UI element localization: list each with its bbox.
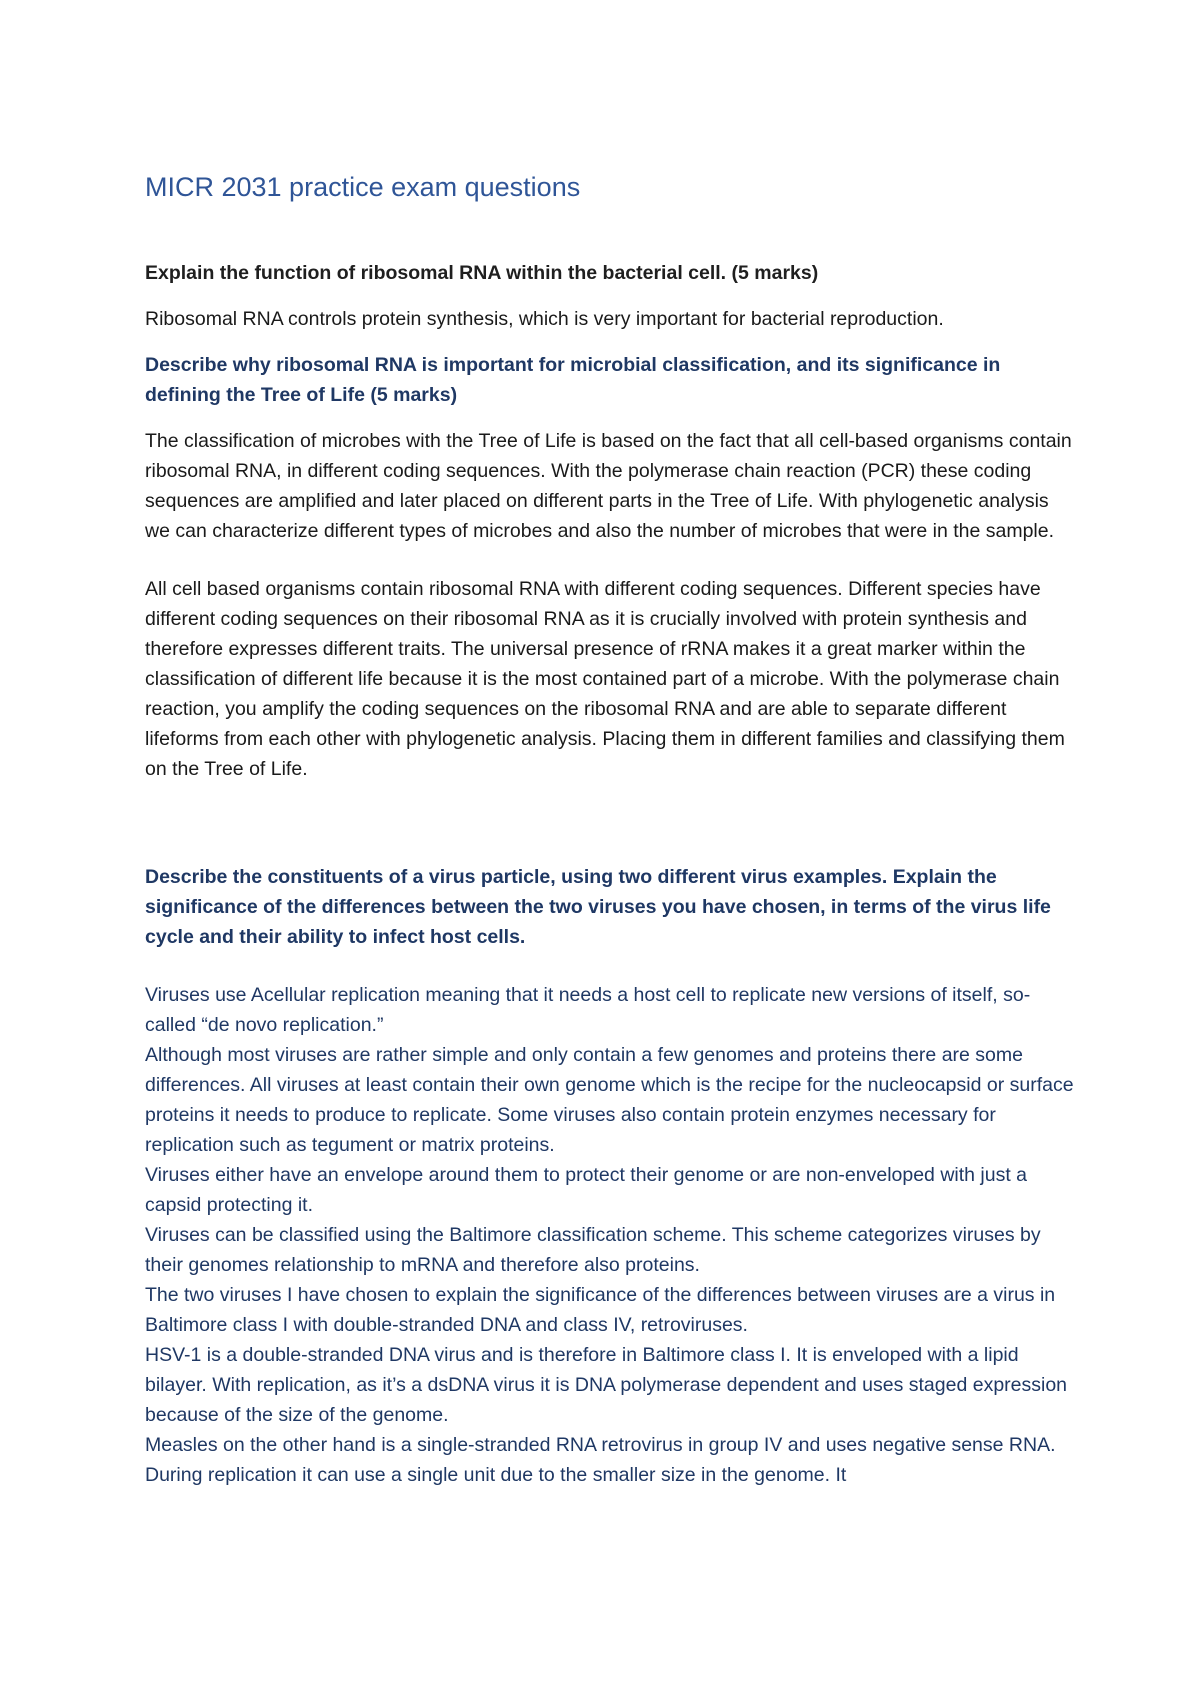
answer-2-paragraph-1: The classification of microbes with the Tree of Life is based on the fact that all cell-based organisms contain ribosomal RNA, in different coding sequences. With the polymerase chain reaction (PCR) these coding sequences are amplified and later placed on different parts in the Tree of Life. With phylogenetic analysis we can characterize different types of microbes and also the number of microbes that were in the sample.	[145, 430, 1072, 542]
question-2: Describe why ribosomal RNA is important for microbial classification, and its significance in defining the Tree of Life (5 marks)	[145, 354, 1001, 406]
answer-3-line-2: Although most viruses are rather simple and only contain a few genomes and proteins there are some differences. All viruses at least contain their own genome which is the recipe for the nucleocapsid or surface proteins it needs to produce to replicate. Some viruses also contain protein enzymes necessary for replication such as tegument or matrix proteins.	[145, 1044, 1074, 1156]
answer-1: Ribosomal RNA controls protein synthesis, which is very important for bacterial reproduction.	[145, 308, 944, 330]
answer-3-line-3: Viruses either have an envelope around them to protect their genome or are non-enveloped with just a capsid protecting it.	[145, 1164, 1028, 1216]
answer-3-line-6: HSV-1 is a double-stranded DNA virus and is therefore in Baltimore class I. It is enveloped with a lipid bilayer. With replication, as it’s a dsDNA virus it is DNA polymerase dependent and uses staged expression because of the size of the genome.	[145, 1344, 1068, 1426]
answer-3-line-1: Viruses use Acellular replication meaning that it needs a host cell to replicate new versions of itself, so-called “de novo replication.”	[145, 984, 1031, 1036]
page-title: MICR 2031 practice exam questions	[145, 172, 581, 202]
answer-3-line-4: Viruses can be classified using the Baltimore classification scheme. This scheme categorizes viruses by their genomes relationship to mRNA and therefore also proteins.	[145, 1224, 1041, 1276]
answer-3-line-7: Measles on the other hand is a single-stranded RNA retrovirus in group IV and uses negative sense RNA. During replication it can use a single unit due to the smaller size in the genome. It	[145, 1434, 1056, 1486]
question-1: Explain the function of ribosomal RNA within the bacterial cell. (5 marks)	[145, 262, 819, 284]
answer-3-line-5: The two viruses I have chosen to explain the significance of the differences between viruses are a virus in Baltimore class I with double-stranded DNA and class IV, retroviruses.	[145, 1284, 1056, 1336]
question-3: Describe the constituents of a virus particle, using two different virus examples. Explain the significance of the differences between the two viruses you have chosen, in terms of the virus life cycle and their ability to infect host cells.	[145, 866, 1051, 948]
document-content	[145, 170, 1075, 1490]
answer-2-paragraph-2: All cell based organisms contain ribosomal RNA with different coding sequences. Different species have different coding sequences on their ribosomal RNA as it is crucially involved with protein synthesis and therefore expresses different traits. The universal presence of rRNA makes it a great marker within the classification of different life because it is the most contained part of a microbe. With the polymerase chain reaction, you amplify the coding sequences on the ribosomal RNA and are able to separate different lifeforms from each other with phylogenetic analysis. Placing them in different families and classifying them on the Tree of Life.	[145, 578, 1065, 780]
